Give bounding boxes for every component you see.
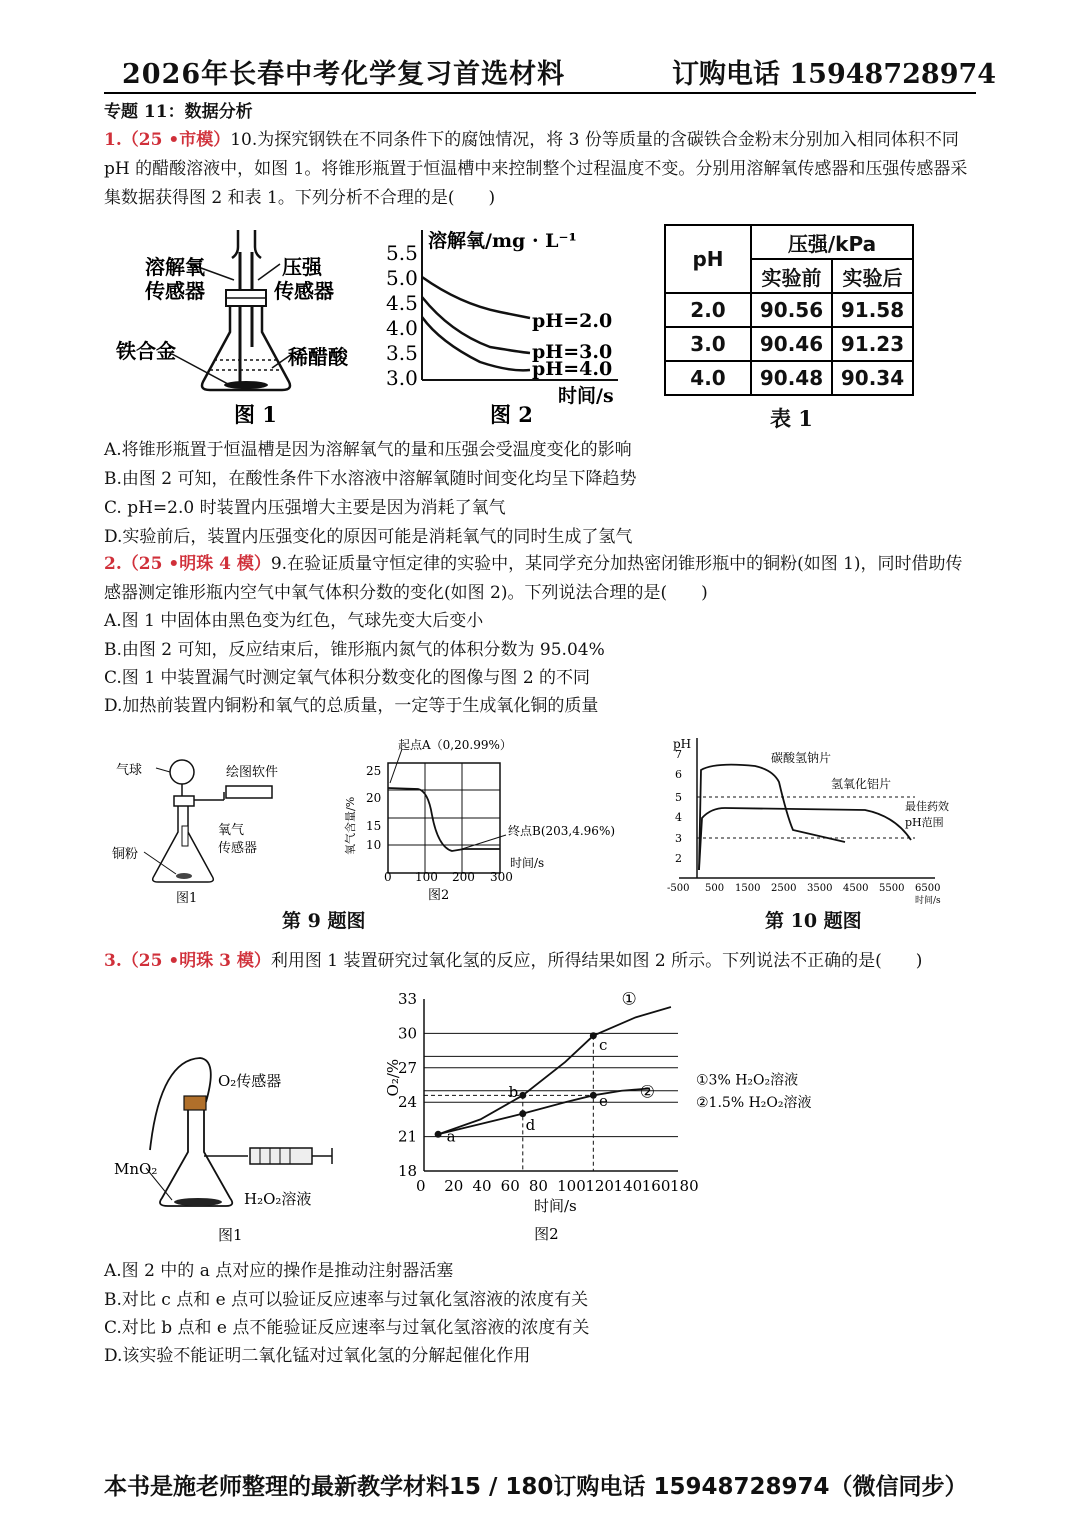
q2-option-d: D.加热前装置内铜粉和氧气的总质量，一定等于生成氧化铜的质量: [104, 696, 599, 716]
series-ph4-line: [422, 317, 530, 370]
label-do-sensor: 溶解氧: [145, 255, 205, 279]
q3-option-b: B.对比 c 点和 e 点可以验证反应速率与过氧化氢溶液的浓度有关: [104, 1290, 589, 1310]
series-ph2-line: [422, 277, 530, 318]
label-mno2: MnO₂: [114, 1160, 158, 1178]
label-pressure-sensor: 压强: [282, 255, 322, 279]
question-2: [104, 550, 976, 608]
x-tick-label: 140: [613, 1177, 643, 1195]
series-sodium-bicarbonate-line: [699, 765, 845, 870]
table-cell: 2.0: [665, 293, 751, 327]
xtick: 5500: [879, 883, 905, 894]
question-3-source: 3.（25 •明珠 3 模）: [104, 951, 271, 971]
oxygen-curve: [388, 788, 500, 851]
q2-option-c: C.图 1 中装置漏气时测定氧气体积分数变化的图像与图 2 的不同: [104, 668, 591, 688]
xtick: 4500: [843, 883, 869, 894]
label-ph-range: pH范围: [905, 816, 944, 829]
question-1: [104, 126, 976, 213]
q3-figure-1: [110, 1050, 370, 1250]
table-cell: 3.0: [665, 327, 751, 361]
q9-fig1-caption: 图1: [176, 891, 198, 906]
x-tick-label: 80: [528, 1177, 548, 1195]
label-software: 绘图软件: [226, 765, 279, 780]
q9-chart-xlabel: 时间/s: [510, 856, 545, 870]
question-3: [104, 947, 976, 976]
ytick: 3.0: [386, 366, 418, 390]
legend-1-5pct: ②1.5% H₂O₂溶液: [696, 1095, 812, 1112]
series-1-marker: ①: [621, 989, 637, 1010]
ytick: 3: [675, 832, 682, 845]
x-tick-label: 40: [472, 1177, 492, 1195]
ytick: 25: [366, 764, 382, 778]
label-acetic-acid: 稀醋酸: [288, 345, 348, 369]
point-label: d: [525, 1116, 536, 1135]
y-tick-label: 27: [398, 1058, 418, 1077]
table-cell: 90.46: [751, 327, 832, 361]
label-sensor: 传感器: [218, 841, 258, 856]
q1-table-1: [664, 224, 914, 396]
q1-figure-1: [110, 222, 370, 432]
xtick: 200: [452, 870, 475, 884]
q1-fig2-caption: 图 2: [490, 402, 533, 427]
table-cell: 4.0: [665, 361, 751, 395]
header-divider: [104, 92, 976, 94]
point-label: b: [508, 1082, 519, 1101]
point-label: e: [598, 1092, 608, 1111]
label-best-efficacy: 最佳药效: [905, 800, 949, 813]
q1-fig1-caption: 图 1: [234, 402, 277, 427]
q3-option-c: C.对比 b 点和 e 点不能验证反应速率与过氧化氢溶液的浓度有关: [104, 1318, 590, 1338]
x-tick-label: 60: [500, 1177, 520, 1195]
data-point-c: [590, 1032, 597, 1039]
q9-chart-ylabel: 氧气含量/%: [344, 796, 357, 855]
series-2-marker: ②: [639, 1082, 656, 1103]
ytick: 5: [675, 791, 682, 804]
y-tick-label: 18: [398, 1162, 418, 1180]
question-1-source: 1.（25 •市模）: [104, 130, 231, 150]
ytick: 5.5: [386, 241, 418, 265]
xtick: 6500: [915, 883, 941, 894]
q10-caption: 第 10 题图: [765, 910, 862, 932]
legend-3pct: ①3% H₂O₂溶液: [696, 1072, 799, 1089]
legend-ph2: pH=2.0: [532, 310, 613, 332]
q3-chart-xlabel: 时间/s: [533, 1197, 577, 1215]
table-cell: 90.56: [751, 293, 832, 327]
y-tick-label: 33: [398, 990, 418, 1008]
q2-option-b: B.由图 2 可知，反应结束后，锥形瓶内氮气的体积分数为 95.04%: [104, 640, 605, 660]
label-balloon: 气球: [116, 763, 143, 778]
ytick: 4.0: [386, 316, 418, 340]
xtick: 1500: [735, 883, 761, 894]
xtick: 300: [490, 870, 513, 884]
q3-chart-ylabel: O₂/%: [384, 1058, 402, 1097]
table-cell: 91.23: [832, 327, 913, 361]
table-cell: 91.58: [832, 293, 913, 327]
question-2-text: 9.在验证质量守恒定律的实验中，某同学充分加热密闭锥形瓶中的铜粉(如图 1)，同时借助传感器测定锥形瓶内空气中氧气体积分数的变化(如图 2)。下列说法合理的是( ): [104, 554, 963, 603]
q3-figure-2: [380, 985, 820, 1245]
label-aluminum-hydroxide: 氢氧化铝片: [831, 777, 892, 791]
series-3pct-line: [438, 1007, 671, 1134]
q9-fig2-caption: 图2: [428, 888, 450, 903]
x-tick-label: 0: [416, 1177, 426, 1195]
header-title: 2026年长春中考化学复习首选材料: [122, 59, 566, 90]
q1-option-d: D.实验前后，装置内压强变化的原因可能是消耗氧气的同时生成了氢气: [104, 527, 633, 547]
header-phone: 订购电话 15948728974: [672, 59, 997, 90]
point-label: a: [446, 1127, 456, 1146]
q10-xlabel: 时间/s: [915, 896, 941, 905]
xtick: 100: [415, 870, 438, 884]
q9-figure-1: [108, 740, 308, 910]
label-oxygen: 氧气: [218, 823, 245, 838]
point-label: c: [598, 1035, 608, 1054]
q1-option-c: C. pH=2.0 时装置内压强增大主要是因为消耗了氧气: [104, 498, 506, 518]
x-tick-label: 120: [585, 1177, 614, 1195]
xtick: 500: [705, 883, 725, 894]
q3-option-d: D.该实验不能证明二氧化锰对过氧化氢的分解起催化作用: [104, 1346, 531, 1366]
data-point-b: [519, 1092, 526, 1099]
q9-figure-2: [340, 735, 630, 905]
ytick: 20: [366, 791, 382, 805]
ytick: 6: [675, 768, 682, 781]
q3-chart: [384, 990, 811, 1243]
q3-fig2-caption: 图2: [534, 1225, 559, 1243]
xtick: 0: [384, 870, 392, 884]
q1-table-caption: 表 1: [770, 406, 813, 431]
q2-option-a: A.图 1 中固体由黑色变为红色，气球先变大后变小: [104, 611, 484, 631]
question-2-source: 2.（25 •明珠 4 模）: [104, 554, 271, 574]
x-tick-label: 180: [670, 1177, 699, 1195]
label-o2-sensor: O₂传感器: [218, 1072, 282, 1090]
label-sodium-bicarbonate: 碳酸氢钠片: [771, 751, 832, 765]
table-header-after: 实验后: [832, 259, 913, 293]
xtick: -500: [667, 883, 690, 894]
label-h2o2: H₂O₂溶液: [244, 1190, 312, 1208]
ytick: 4.5: [386, 291, 418, 315]
q3-option-a: A.图 2 中的 a 点对应的操作是推动注射器活塞: [104, 1261, 454, 1281]
table-cell: 90.34: [832, 361, 913, 395]
x-tick-label: 20: [444, 1177, 464, 1195]
question-1-text: 10.为探究钢铁在不同条件下的腐蚀情况，将 3 份等质量的含碳铁合金粉末分别加入相同体积不同 pH 的醋酸溶液中，如图 1。将锥形瓶置于恒温槽中来控制整个过程温度不变。分别用溶解氧传感器和压强传感器采集数据获得图 2 和表 1。下列分析不合理的是( ): [104, 130, 968, 208]
data-point-e: [590, 1092, 597, 1099]
q1-figure-2: [380, 222, 630, 432]
y-tick-label: 24: [398, 1093, 418, 1112]
table-header-ph: pH: [665, 225, 751, 293]
y-tick-label: 21: [398, 1127, 418, 1146]
ytick: 5.0: [386, 266, 418, 290]
q1-option-b: B.由图 2 可知，在酸性条件下水溶液中溶解氧随时间变化均呈下降趋势: [104, 469, 637, 489]
legend-ph4: pH=4.0: [532, 358, 613, 380]
q10-figure: [665, 730, 950, 905]
ytick: 10: [366, 838, 382, 852]
q1-chart-xlabel: 时间/s: [558, 385, 614, 407]
q1-option-a: A.将锥形瓶置于恒温槽是因为溶解氧气的量和压强会受温度变化的影响: [104, 440, 632, 460]
ytick: 4: [675, 811, 682, 824]
table-header-pressure: 压强/kPa: [751, 225, 913, 259]
question-3-text: 利用图 1 装置研究过氧化氢的反应，所得结果如图 2 所示。下列说法不正确的是( ): [270, 951, 923, 971]
x-tick-label: 160: [641, 1177, 671, 1195]
label-do-sensor-2: 传感器: [145, 279, 205, 303]
label-copper: 铜粉: [112, 847, 139, 862]
label-end-point: 终点B(203,4.96%): [508, 824, 616, 838]
legend-ph3: pH=3.0: [532, 341, 613, 363]
ytick: 3.5: [386, 341, 418, 365]
ytick: 2: [675, 852, 682, 865]
q3-fig1-caption: 图1: [218, 1226, 243, 1244]
label-pressure-sensor-2: 传感器: [274, 279, 334, 303]
q1-chart-ylabel: 溶解氧/mg · L⁻¹: [428, 230, 577, 252]
footer: 本书是施老师整理的最新教学材料15 / 180订购电话 15948728974（微信同步）: [104, 1474, 968, 1500]
label-iron-alloy: 铁合金: [116, 339, 176, 363]
ytick: 7: [675, 748, 682, 761]
xtick: 2500: [771, 883, 797, 894]
series-aluminum-hydroxide-line: [699, 808, 911, 870]
data-point-a: [435, 1131, 442, 1138]
xtick: 3500: [807, 883, 833, 894]
topic-title: 专题 11：数据分析: [104, 102, 253, 122]
table-header-before: 实验前: [751, 259, 832, 293]
q9-caption: 第 9 题图: [282, 910, 366, 932]
y-tick-label: 30: [398, 1024, 418, 1043]
ytick: 15: [366, 819, 382, 833]
q10-ylabel: pH: [673, 737, 692, 751]
label-start-point: 起点A（0,20.99%）: [398, 738, 512, 752]
table-cell: 90.48: [751, 361, 832, 395]
x-tick-label: 100: [557, 1177, 586, 1195]
